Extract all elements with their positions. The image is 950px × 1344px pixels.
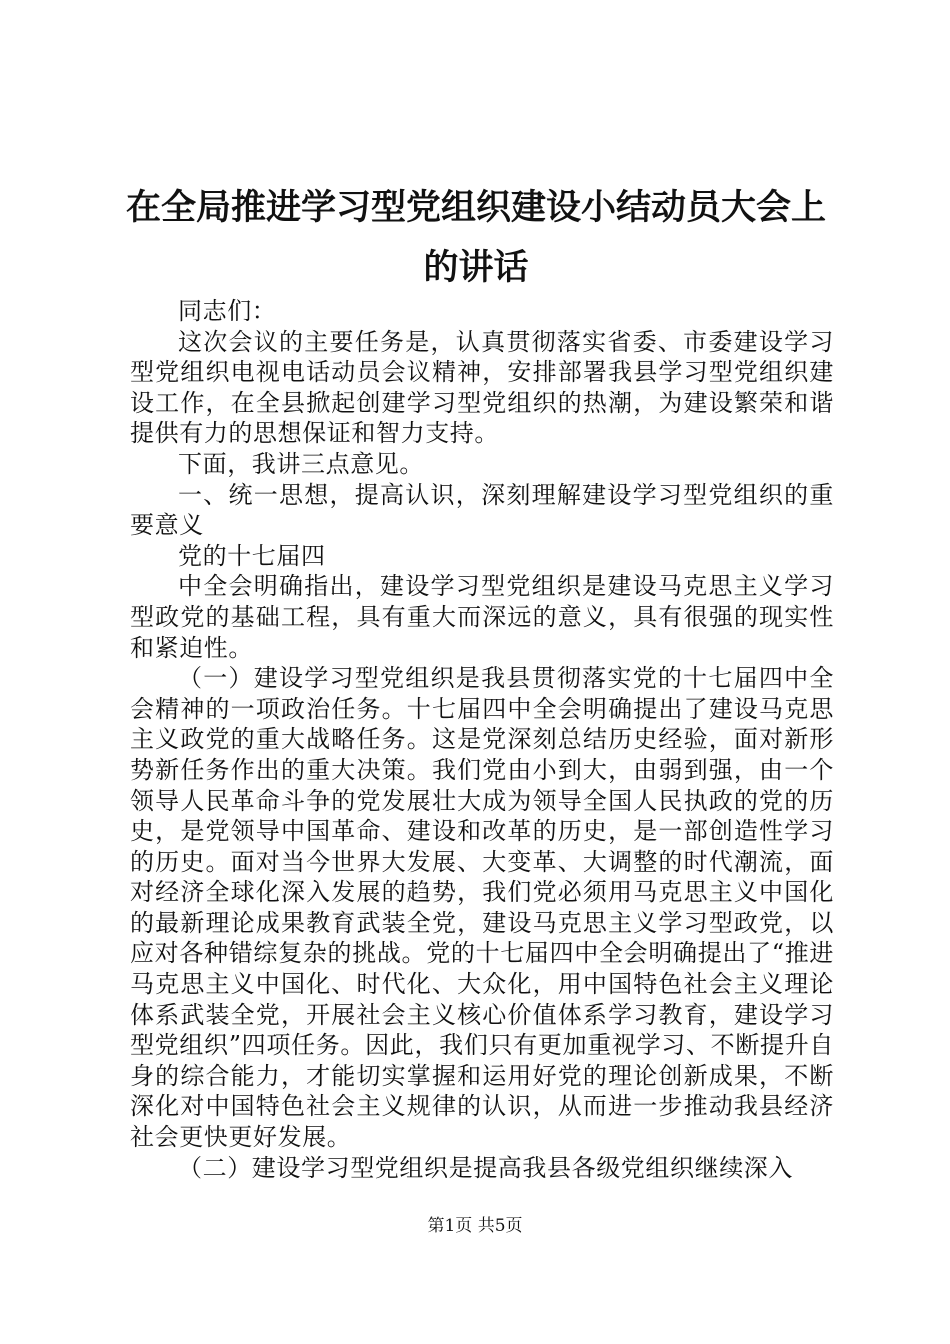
- subsection-paragraph-1: （一）建设学习型党组织是我县贯彻落实党的十七届四中全会精神的一项政治任务。十七届四中全会明确提出了建设马克思主义政党的重大战略任务。这是党深刻总结历史经验，面对新形势新任务作出的重大决策。我们党由小到大，由弱到强，由一个领导人民革命斗争的党发展壮大成为领导全国人民执政的党的历史，是党领导中国革命、建设和改革的历史，是一部创造性学习的历史。面对当今世界大发展、大变革、大调整的时代潮流，面对经济全球化深入发展的趋势，我们党必须用马克思主义中国化的最新理论成果教育武装全党，建设马克思主义学习型政党，以应对各种错综复杂的挑战。党的十七届四中全会明确提出了“推进马克思主义中国化、时代化、大众化，用中国特色社会主义理论体系武装全党，开展社会主义核心价值体系学习教育，建设学习型党组织”四项任务。因此，我们只有更加重视学习、不断提升自身的综合能力，才能切实掌握和运用好党的理论创新成果，不断深化对中国特色社会主义规律的认识，从而进一步推动我县经济社会更快更好发展。: [130, 664, 834, 1152]
- body-paragraph: 中全会明确指出，建设学习型党组织是建设马克思主义学习型政党的基础工程，具有重大而深远的意义，具有很强的现实性和紧迫性。: [130, 572, 834, 662]
- document-body: [130, 296, 834, 1183]
- outline-paragraph: 下面，我讲三点意见。: [178, 449, 424, 478]
- document-title: 在全局推进学习型党组织建设小结动员大会上的讲话: [125, 187, 826, 288]
- intro-paragraph: 这次会议的主要任务是，认真贯彻落实省委、市委建设学习型党组织电视电话动员会议精神，安排部署我县学习型党组织建设工作，在全县掀起创建学习型党组织的热潮，为建设繁荣和谐提供有力的思想保证和智力支持。: [130, 327, 834, 448]
- salutation: 同志们：: [178, 297, 277, 325]
- section-heading-1: 一、统一思想，提高认识，深刻理解建设学习型党组织的重要意义: [130, 480, 834, 540]
- page-footer: 第1页 共5页: [427, 1216, 523, 1236]
- subsection-paragraph-2: （二）建设学习型党组织是提高我县各级党组织继续深入: [178, 1153, 793, 1182]
- body-paragraph: 党的十七届四: [178, 541, 326, 570]
